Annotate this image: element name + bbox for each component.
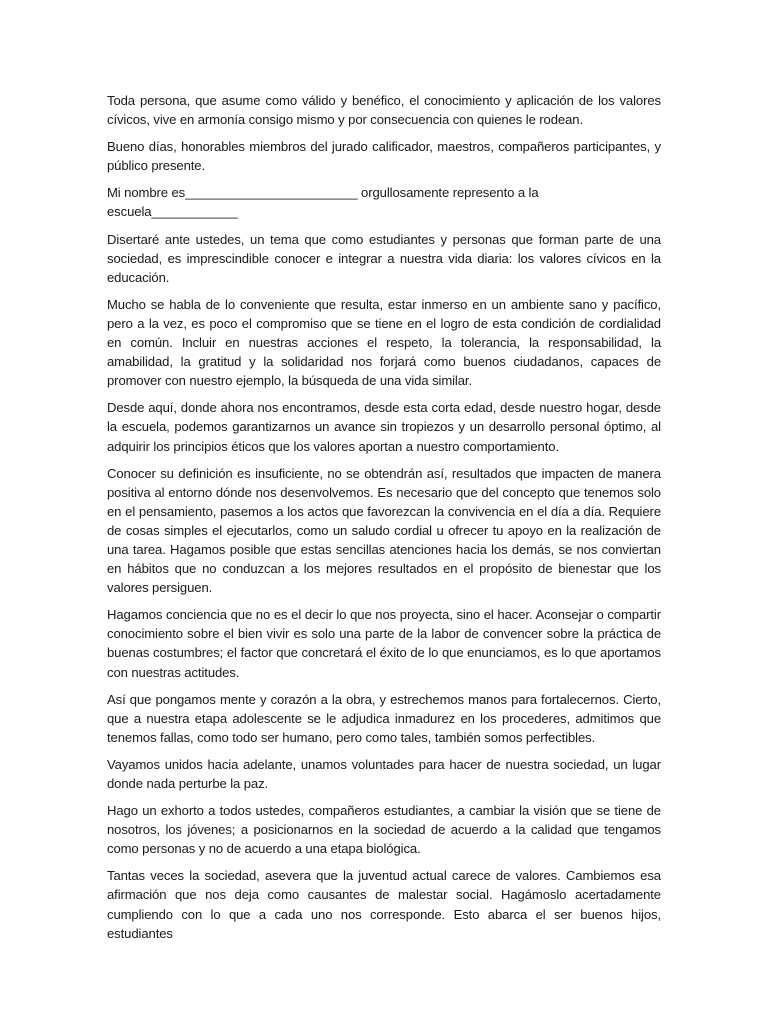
- paragraph-environment: Mucho se habla de lo conveniente que resulta, estar inmerso en un ambiente sano y pacífico, pero a la vez, es poco el compromiso que se tiene en el logro de esta condición de cordialidad en común. Incluir en nuestras acciones el respeto, la tolerancia, la responsabilidad, la amabilidad, la gratitud y la solidaridad nos forjará como buenos ciudadanos, capaces de promover con nuestro ejemplo, la búsqueda de una vida similar.: [107, 296, 661, 389]
- document-page: [107, 91, 661, 951]
- paragraph-exhort: Hago un exhorto a todos ustedes, compañeros estudiantes, a cambiar la visión que se tiene de nosotros, los jóvenes; a posicionarnos en la sociedad de acuerdo a la calidad que tengamos como personas y no de acuerdo a una etapa biológica.: [107, 803, 661, 857]
- paragraph-mind-heart: Así que pongamos mente y corazón a la obra, y estrechemos manos para fortalecernos. Cierto, que a nuestra etapa adolescente se le adjudica inmadurez en los procederes, admitimos que tenemos fallas, como todo ser humano, pero como tales, también somos perfectibles.: [107, 691, 661, 745]
- paragraph-topic: Disertaré ante ustedes, un tema que como estudiantes y personas que forman parte de una sociedad, es imprescindible conocer e integrar a nuestra vida diaria: los valores cívicos en la educación.: [107, 231, 661, 285]
- paragraph-from-here: Desde aquí, donde ahora nos encontramos, desde esta corta edad, desde nuestro hogar, desde la escuela, podemos garantizarnos un avance sin tropiezos y un desarrollo personal óptimo, al adquirir los principios éticos que los valores aportan a nuestro comportamiento.: [107, 400, 661, 454]
- paragraph-united: Vayamos unidos hacia adelante, unamos voluntades para hacer de nuestra sociedad, un lugar donde nada perturbe la paz.: [107, 756, 661, 791]
- paragraph-awareness: Hagamos conciencia que no es el decir lo que nos proyecta, sino el hacer. Aconsejar o compartir conocimiento sobre el bien vivir es solo una parte de la labor de convencer sobre la práctica de buenas costumbres; el factor que concretará el éxito de lo que enunciamos, es lo que aportamos con nuestras actitudes.: [107, 607, 661, 680]
- paragraph-intro: Toda persona, que asume como válido y benéfico, el conocimiento y aplicación de los valores cívicos, vive en armonía consigo mismo y por consecuencia con quienes le rodean.: [107, 93, 661, 128]
- paragraph-society: Tantas veces la sociedad, asevera que la juventud actual carece de valores. Cambiemos esa afirmación que nos deja como causantes de malestar social. Hagámoslo acertadamente cumpliendo con lo que a cada uno nos corresponde. Esto abarca el ser buenos hijos, estudiantes: [107, 868, 661, 941]
- paragraph-greeting: Bueno días, honorables miembros del jurado calificador, maestros, compañeros participantes, y público presente.: [107, 139, 661, 174]
- paragraph-name-school: Mi nombre es________________________ orgullosamente represento a la escuela____________: [107, 185, 539, 220]
- paragraph-definition: Conocer su definición es insuficiente, no se obtendrán así, resultados que impacten de manera positiva al entorno dónde nos desenvolvemos. Es necesario que del concepto que tenemos solo en el pensamiento, pasemos a los actos que favorezcan la convivencia en el día a día. Requiere de cosas simples el ejecutarlos, como un saludo cordial u ofrecer tu apoyo en la realización de una tarea. Hagamos posible que estas sencillas atenciones hacia los demás, se nos conviertan en hábitos que no conduzcan a los mejores resultados en el propósito de bienestar que los valores persiguen.: [107, 465, 661, 596]
